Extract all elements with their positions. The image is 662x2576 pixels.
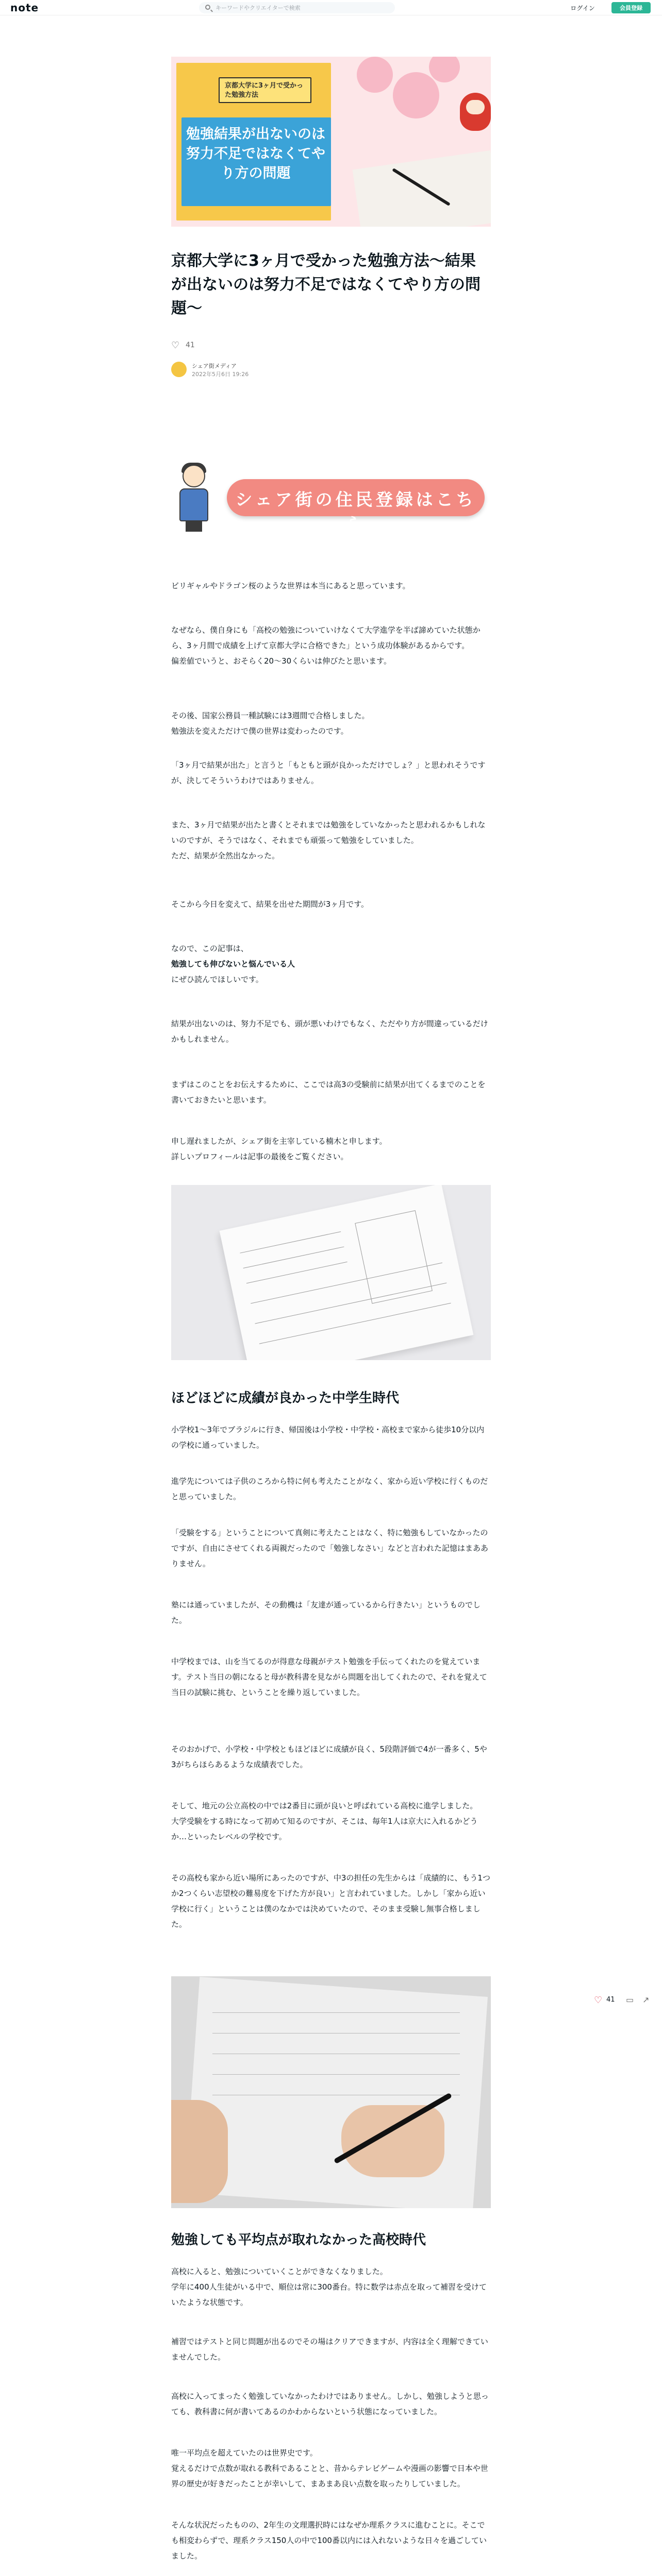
hero-image — [171, 57, 491, 227]
photo-box — [355, 1210, 433, 1303]
paragraph: そして、地元の公立高校の中では2番目に頭が良いと呼ばれている高校に進学しました。 大学受験をする時になって初めて知るのですが、そこは、毎年1人は京大に入れるかどうか…といったレベルの学校です。 — [171, 1801, 478, 1841]
side-actions — [594, 1994, 661, 2007]
login-button[interactable]: ログイン — [562, 2, 603, 13]
paragraph: 「3ヶ月で結果が出た」と言うと「もともと頭が良かっただけでしょ？」と思われそうですが、決してそういうわけではありません。 — [171, 760, 486, 785]
article-title: 京都大学に3ヶ月で受かった勉強方法〜結果が出ないのは努力不足ではなくてやり方の問題〜 — [171, 252, 481, 317]
right-hand — [341, 2105, 444, 2177]
search-input[interactable] — [216, 4, 386, 12]
paragraph: 塾には通っていましたが、その動機は「友達が通っているから行きたい」というものでした。 — [171, 1600, 481, 1625]
resume-photo — [171, 1185, 491, 1360]
top-header — [0, 0, 662, 15]
comment-icon[interactable]: ▭ — [626, 1995, 634, 2005]
paragraph: 小学校1〜3年でブラジルに行き、帰国後は小学校・中学校・高校まで家から徒歩10分以内の学校に通っていました。 — [171, 1425, 485, 1450]
paragraph: 「受験をする」ということについて真剣に考えたことはなく、特に勉強もしていなかったのですが、自由にさせてくれる両親だったので「勉強しなさい」などと言われた記憶はまあありません。 — [171, 1528, 489, 1568]
like-count: 41 — [186, 341, 195, 349]
form-line — [246, 1262, 347, 1284]
paragraph: まずはこのことをお伝えするために、ここでは高3の受験前に結果が出てくるまでのことを書いておきたいと思います。 — [171, 1080, 486, 1105]
daruma-face — [466, 100, 485, 114]
flower-decoration — [393, 72, 439, 118]
worksheet-line — [212, 2074, 460, 2075]
bold-text: 勉強しても伸びないと悩んでいる人 — [171, 959, 295, 969]
author-name[interactable]: シェア街メディア — [192, 363, 237, 369]
hero-title: 勉強結果が出ないのは努力不足ではなくてやり方の問題 — [186, 126, 325, 181]
paragraph: その高校も家から近い場所にあったのですが、中3の担任の先生からは「成績的に、もう1つか2つくらい志望校の難易度を下げた方が良い」と言われていました。しかし「家から近い学校に行く」ということは僕のなかでは決めていたので、そのまま受験し無事合格しました。 — [171, 1873, 490, 1929]
section-heading: 勉強しても平均点が取れなかった高校時代 — [171, 2232, 426, 2248]
studying-photo — [171, 1976, 491, 2208]
paragraph: なぜなら、僕自身にも「高校の勉強についていけなくて大学進学を半ば諦めていた状態から、3ヶ月間で成績を上げて京都大学に合格できた」という成功体験があるからです。 偏差値でいうと、おそらく20〜30くらいは伸びたと思います。 — [171, 625, 481, 666]
flower-decoration — [429, 57, 460, 82]
paragraph-bold — [171, 956, 491, 972]
banner-text[interactable]: シェア街の住民登録はこちら — [235, 489, 476, 534]
worksheet-line — [212, 2012, 460, 2013]
like-row — [171, 340, 491, 351]
worksheet — [185, 1977, 488, 2208]
paragraph: 申し遅れましたが、シェア街を主宰している楠木と申します。 詳しいプロフィールは記事の最後をご覧ください。 — [171, 1137, 387, 1161]
paragraph: そのおかげで、小学校・中学校ともほどほどに成績が良く、5段階評価で4が一番多く、5や3がちらほらあるような成績表でした。 — [171, 1744, 487, 1769]
body — [179, 488, 208, 521]
search-bar[interactable] — [199, 2, 395, 13]
paragraph: 結果が出ないのは、努力不足でも、頭が悪いわけでもなく、ただやり方が間違っているだけかもしれません。 — [171, 1019, 488, 1044]
paragraph: 高校に入ってまったく勉強していなかったわけではありません。しかし、勉強しようと思っても、教科書に何が書いてあるのかわからないという状態になっていました。 — [171, 2392, 489, 2416]
left-hand — [171, 2100, 228, 2203]
note-logo[interactable]: note — [10, 2, 39, 14]
heart-icon[interactable]: ♡ — [171, 340, 180, 351]
paragraph: その後、国家公務員一種試験には3週間で合格しました。 勉強法を変えただけで僕の世界は変わったのです。 — [171, 711, 370, 736]
paragraph: 中学校までは、山を当てるのが得意な母親がテスト勉強を手伝ってくれたのを覚えています。テスト当日の朝になると母が教科書を見ながら問題を出してくれたので、それを覚えて当日の試験に挑む、ということを繰り返していました。 — [171, 1657, 487, 1697]
post-date: 2022年5月6日 19:26 — [192, 371, 249, 378]
avatar[interactable] — [171, 362, 187, 377]
side-like-count: 41 — [606, 1996, 615, 2004]
share-icon[interactable]: ↗ — [642, 1995, 650, 2005]
person-illustration — [174, 459, 210, 531]
author-info[interactable] — [171, 361, 491, 381]
heart-icon[interactable]: ♡ — [594, 1995, 603, 2006]
paragraph: また、3ヶ月で結果が出たと書くとそれまでは勉強をしていなかったと思われるかもしれないのですが、そうではなく、それまでも頑張って勉強をしていました。 ただ、結果が全然出なかった。 — [171, 820, 486, 860]
search-icon — [205, 5, 210, 10]
paragraph: 唯一平均点を超えていたのは世界史です。 覚えるだけで点数が取れる教科であることと、昔からテレビゲームや漫画の影響で日本や世界の歴史が好きだったことが幸いして、まあまあ良い点数を取ったりしていました。 — [171, 2448, 488, 2488]
paragraph: なので、この記事は、 — [171, 944, 249, 953]
paragraph: ビリギャルやドラゴン桜のような世界は本当にあると思っています。 — [171, 581, 410, 590]
form-paper — [220, 1185, 474, 1360]
paragraph: 補習ではテストと同じ問題が出るのでその場はクリアできますが、内容は全く理解できていませんでした。 — [171, 2337, 488, 2362]
section-heading: ほどほどに成績が良かった中学生時代 — [171, 1391, 400, 1406]
form-line — [259, 1303, 451, 1344]
paragraph: そんな状況だったものの、2年生の文理選択時にはなぜか理系クラスに進むことに。そこでも相変わらずで、理系クラス150人の中で100番以内には入れないような日々を過ごしていました。 — [171, 2520, 487, 2561]
paragraph: にぜひ読んでほしいです。 — [171, 975, 263, 984]
legs — [186, 520, 202, 532]
flower-decoration — [357, 57, 393, 93]
paragraph: 高校に入ると、勉強についていくことができなくなりました。 学年に400人生徒がいる中で、順位は常に300番台。特に数学は赤点を取って補習を受けていたような状態です。 — [171, 2267, 487, 2307]
head — [183, 465, 205, 487]
hero-subtitle: 京都大学に3ヶ月で受かった勉強方法 — [225, 82, 304, 99]
registration-banner[interactable] — [171, 453, 491, 536]
paragraph: 進学先については子供のころから特に何も考えたことがなく、家から近い学校に行くものだと思っていました。 — [171, 1477, 488, 1501]
paragraph: そこから今日を変えて、結果を出せた期間が3ヶ月です。 — [171, 900, 369, 909]
signup-button[interactable]: 会員登録 — [611, 2, 651, 13]
